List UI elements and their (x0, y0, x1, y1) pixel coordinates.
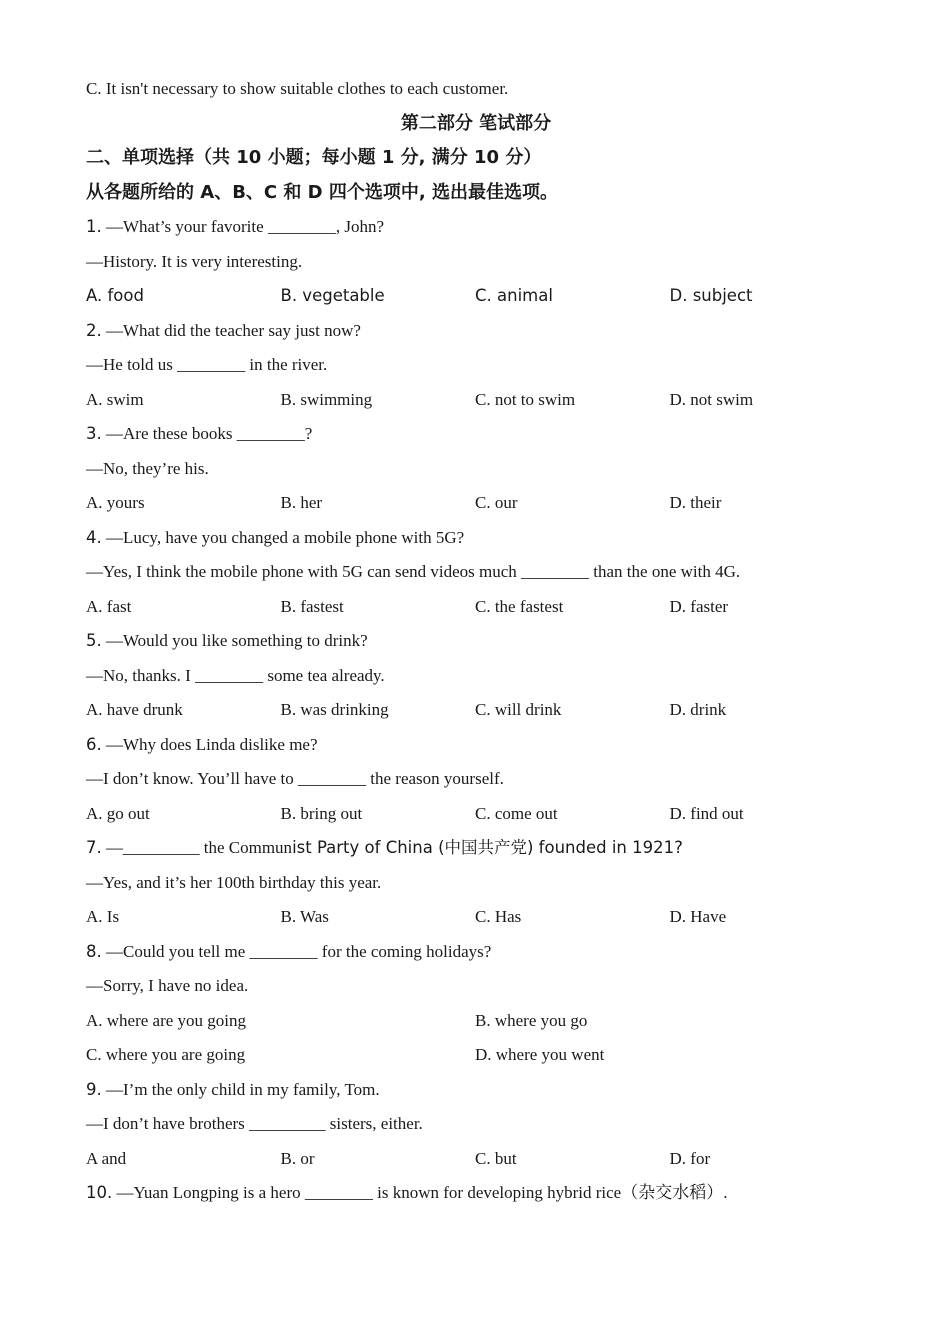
question-number: 9. (86, 1079, 102, 1099)
option-d[interactable]: D. Have (669, 907, 727, 926)
question-7 (86, 831, 866, 866)
question-text: —Would you like something to drink? (106, 631, 368, 650)
option-a[interactable]: A. go out (86, 803, 150, 823)
option-d[interactable]: D. find out (669, 803, 744, 823)
option-b[interactable]: B. was drinking (280, 700, 389, 719)
question-1 (86, 210, 866, 245)
options-5 (86, 693, 866, 728)
options-2 (86, 383, 866, 418)
option-c[interactable]: C. our (475, 493, 518, 512)
question-number: 1. (86, 217, 102, 236)
answer-line-6: —I don’t know. You’ll have to ________ the reason yourself. (86, 769, 504, 788)
option-d[interactable]: D. their (669, 493, 722, 512)
option-a[interactable]: A. swim (86, 389, 144, 409)
option-c[interactable]: C. Has (475, 907, 522, 926)
options-8-row2 (86, 1038, 866, 1073)
option-c[interactable]: C. will drink (475, 700, 562, 719)
question-5 (86, 624, 866, 659)
option-b[interactable]: B. bring out (280, 803, 363, 823)
options-4 (86, 590, 866, 625)
option-c[interactable]: C. the fastest (475, 596, 564, 616)
question-number: 4. (86, 527, 102, 547)
question-number: 7. (86, 838, 102, 857)
option-c[interactable]: C. animal (475, 286, 553, 305)
option-b[interactable]: B. or (280, 1148, 315, 1168)
question-9 (86, 1073, 866, 1108)
question-text: —What did the teacher say just now? (106, 320, 361, 340)
exam-page (86, 72, 866, 1211)
option-c[interactable]: C. come out (475, 803, 558, 823)
section-title: 二、单项选择（共 10 小题；每小题 1 分, 满分 10 分） (86, 147, 542, 168)
answer-line-7: —Yes, and it’s her 100th birthday this year. (86, 872, 382, 892)
question-number: 6. (86, 734, 102, 754)
question-text: —Lucy, have you changed a mobile phone with 5G? (106, 527, 465, 547)
options-6 (86, 797, 866, 832)
option-a[interactable]: A. have drunk (86, 700, 183, 719)
answer-line-4: —Yes, I think the mobile phone with 5G can send videos much ________ than the one with 4G. (86, 562, 741, 581)
answer-line-3: —No, they’re his. (86, 458, 209, 478)
question-text: —Are these books ________? (106, 424, 313, 443)
question-10 (86, 1176, 866, 1211)
option-a[interactable]: A and (86, 1148, 127, 1168)
option-c[interactable]: C. where you are going (86, 1045, 246, 1064)
option-b[interactable]: B. her (280, 493, 323, 512)
intro-line: C. It isn't necessary to show suitable clothes to each customer. (86, 79, 509, 98)
option-a[interactable]: A. fast (86, 596, 132, 616)
answer-line-2: —He told us ________ in the river. (86, 355, 328, 374)
option-d[interactable]: D. for (669, 1148, 711, 1168)
question-4 (86, 521, 866, 556)
options-9 (86, 1142, 866, 1177)
question-text: —_________ the Commun (106, 838, 293, 857)
option-b[interactable]: B. where you go (475, 1010, 588, 1030)
option-b[interactable]: B. swimming (280, 389, 373, 409)
question-text: —Yuan Longping is a hero ________ is known for developing hybrid rice（杂交水稻）. (116, 1183, 728, 1202)
option-b[interactable]: B. vegetable (280, 286, 385, 305)
options-3 (86, 486, 866, 521)
question-number: 3. (86, 424, 102, 443)
question-number: 2. (86, 320, 102, 340)
question-number: 10. (86, 1183, 113, 1202)
instruction: 从各题所给的 A、B、C 和 D 四个选项中, 选出最佳选项。 (86, 181, 558, 203)
question-text: —Could you tell me ________ for the coming holidays? (106, 941, 492, 961)
answer-line-1: —History. It is very interesting. (86, 251, 303, 271)
question-2 (86, 314, 866, 349)
question-text: —What’s your favorite ________, John? (106, 217, 385, 236)
part-title: 第二部分 笔试部分 (400, 112, 552, 134)
option-d[interactable]: D. not swim (669, 389, 754, 409)
question-number: 8. (86, 941, 102, 961)
question-6 (86, 728, 866, 763)
options-1 (86, 279, 866, 314)
option-d[interactable]: D. where you went (475, 1045, 605, 1064)
option-a[interactable]: A. Is (86, 907, 120, 926)
question-text: —Why does Linda dislike me? (106, 734, 318, 754)
question-text-cont: ist Party of China (中国共产党) founded in 1921? (292, 838, 683, 857)
question-text: —I’m the only child in my family, Tom. (106, 1079, 380, 1099)
question-3 (86, 417, 866, 452)
option-a[interactable]: A. food (86, 286, 144, 305)
options-7 (86, 900, 866, 935)
option-d[interactable]: D. drink (669, 700, 727, 719)
answer-line-8: —Sorry, I have no idea. (86, 976, 249, 995)
option-d[interactable]: D. faster (669, 596, 729, 616)
answer-line-5: —No, thanks. I ________ some tea already. (86, 665, 385, 685)
option-c[interactable]: C. but (475, 1148, 517, 1168)
option-a[interactable]: A. yours (86, 493, 145, 512)
option-d[interactable]: D. subject (669, 286, 753, 305)
answer-line-9: —I don’t have brothers _________ sisters, either. (86, 1114, 423, 1133)
option-b[interactable]: B. Was (280, 907, 329, 926)
question-8 (86, 935, 866, 970)
question-number: 5. (86, 631, 102, 650)
option-b[interactable]: B. fastest (280, 596, 344, 616)
option-c[interactable]: C. not to swim (475, 389, 576, 409)
option-a[interactable]: A. where are you going (86, 1010, 247, 1030)
options-8-row1 (86, 1004, 866, 1039)
